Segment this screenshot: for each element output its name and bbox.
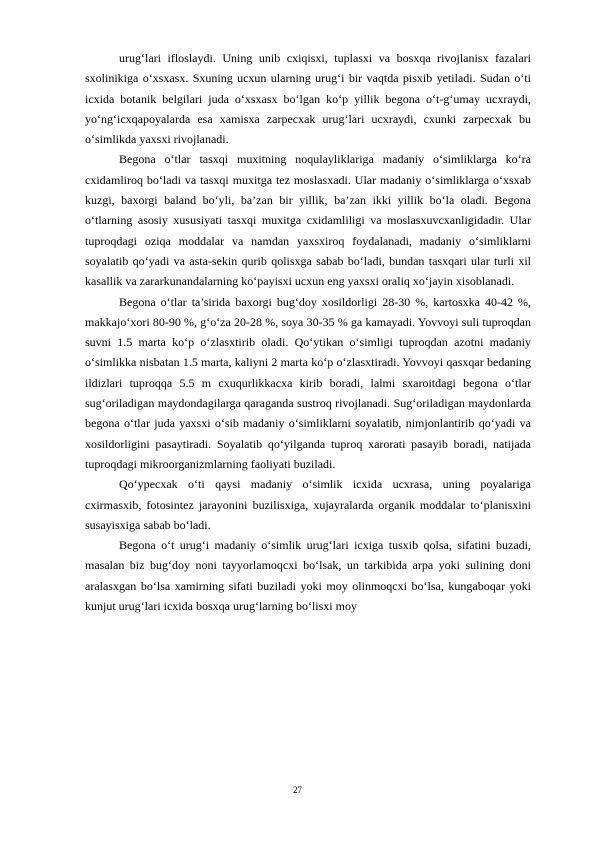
paragraph-3: Begona o‘tlar ta’sirida baxorgi bug‘doy xosildorligi 28-30 %, kartosxka 40-42 %, makkajo‘xori 80-90 %, g‘o‘za 20-28 %, soya 30-35 % ga kamayadi. Yovvoyi suli tuproqdan suvni 1.5 marta ko‘p o‘zlasxtirib oladi. Qo‘ytikan o‘simligi tuproqdan azotni madaniy o‘simlikka nisbatan 1.5 marta, kaliyni 2 marta ko‘p o‘zlasxtiradi. Yovvoyi qasxqar bedaning ildizlari tuproqqa 5.5 m cxuqurlikkacxa kirib boradi, lalmi sxaroitdagi begona o‘tlar sug‘oriladigan maydondagilarga qaraganda sustroq rivojlanadi. Sug‘oriladigan maydonlarda begona o‘tlar juda yaxsxi o‘sib madaniy o‘simliklarni soyalatib, nimjonlantirib qo‘yadi va xosildorligini pasaytiradi. Soyalatib qo‘yilganda tuproq xarorati pasayib boradi, natijada tuproqdagi mikroorganizmlarning faoliyati buziladi.	[85, 294, 531, 471]
paragraph-5: Begona o‘t urug‘i madaniy o‘simlik urug‘lari icxiga tusxib qolsa, sifatini buzadi, masalan biz bug‘doy noni tayyorlamoqcxi bo‘lsak, un tarkibida arpa yoki sulining doni aralasxgan bo‘lsa xamirning sifati buziladi yoki moy olinmoqcxi bo‘lsa, kungaboqar yoki kunjut urug‘lari icxida bosxqa urug‘larning bo‘lisxi moy	[85, 538, 531, 614]
paragraph-2: Begona o‘tlar tasxqi muxitning noqulayliklariga madaniy o‘simliklarga ko‘ra cxidamliroq bo‘ladi va tasxqi muxitga tez moslasxadi. Ular madaniy o‘simliklarga o‘xsxab kuzgi, baxorgi baland bo‘yli, ba’zan bir yillik, ba’zan ikki yillik bo‘la oladi. Begona o‘tlarning asosiy xususiyati tasxqi muxitga cxidamliligi va moslasxuvcxanligidadir. Ular tuproqdagi oziqa moddalar va namdan yaxsxiroq foydalanadi, madaniy o‘simliklarni soyalatib qo‘yadi va asta-sekin qurib qolisxga sabab bo‘ladi, bundan tasxqari ular turli xil kasallik va zararkunandalarning ko‘payisxi ucxun eng yaxsxi oraliq xo‘jayin xisoblanadi.	[85, 152, 531, 289]
page-body	[85, 48, 531, 616]
paragraph-1: urug‘lari ifloslaydi. Uning unib cxiqisxi, tuplasxi va bosxqa rivojlanisx fazalari sxolinikiga o‘xsxasx. Sxuning ucxun ularning urug‘i bir vaqtda pisxib yetiladi. Sudan o‘ti icxida botanik belgilari juda o‘xsxasx bo‘lgan ko‘p yillik begona o‘t-g‘umay ucxraydi, yo‘ng‘icxqapoyalarda esa xamisxa zarpecxak urug‘lari ucxraydi, cxunki zarpecxak bu o‘simlikda yaxsxi rivojlanadi.	[85, 51, 531, 147]
paragraph-4: Qo‘ypecxak o‘ti qaysi madaniy o‘simlik icxida ucxrasa, uning poyalariga cxirmasxib, fotosintez jarayonini buzilisxiga, xujayralarda organik moddalar to‘planisxini susayisxiga sabab bo‘ladi.	[85, 477, 531, 532]
page-number: 27	[293, 785, 302, 795]
